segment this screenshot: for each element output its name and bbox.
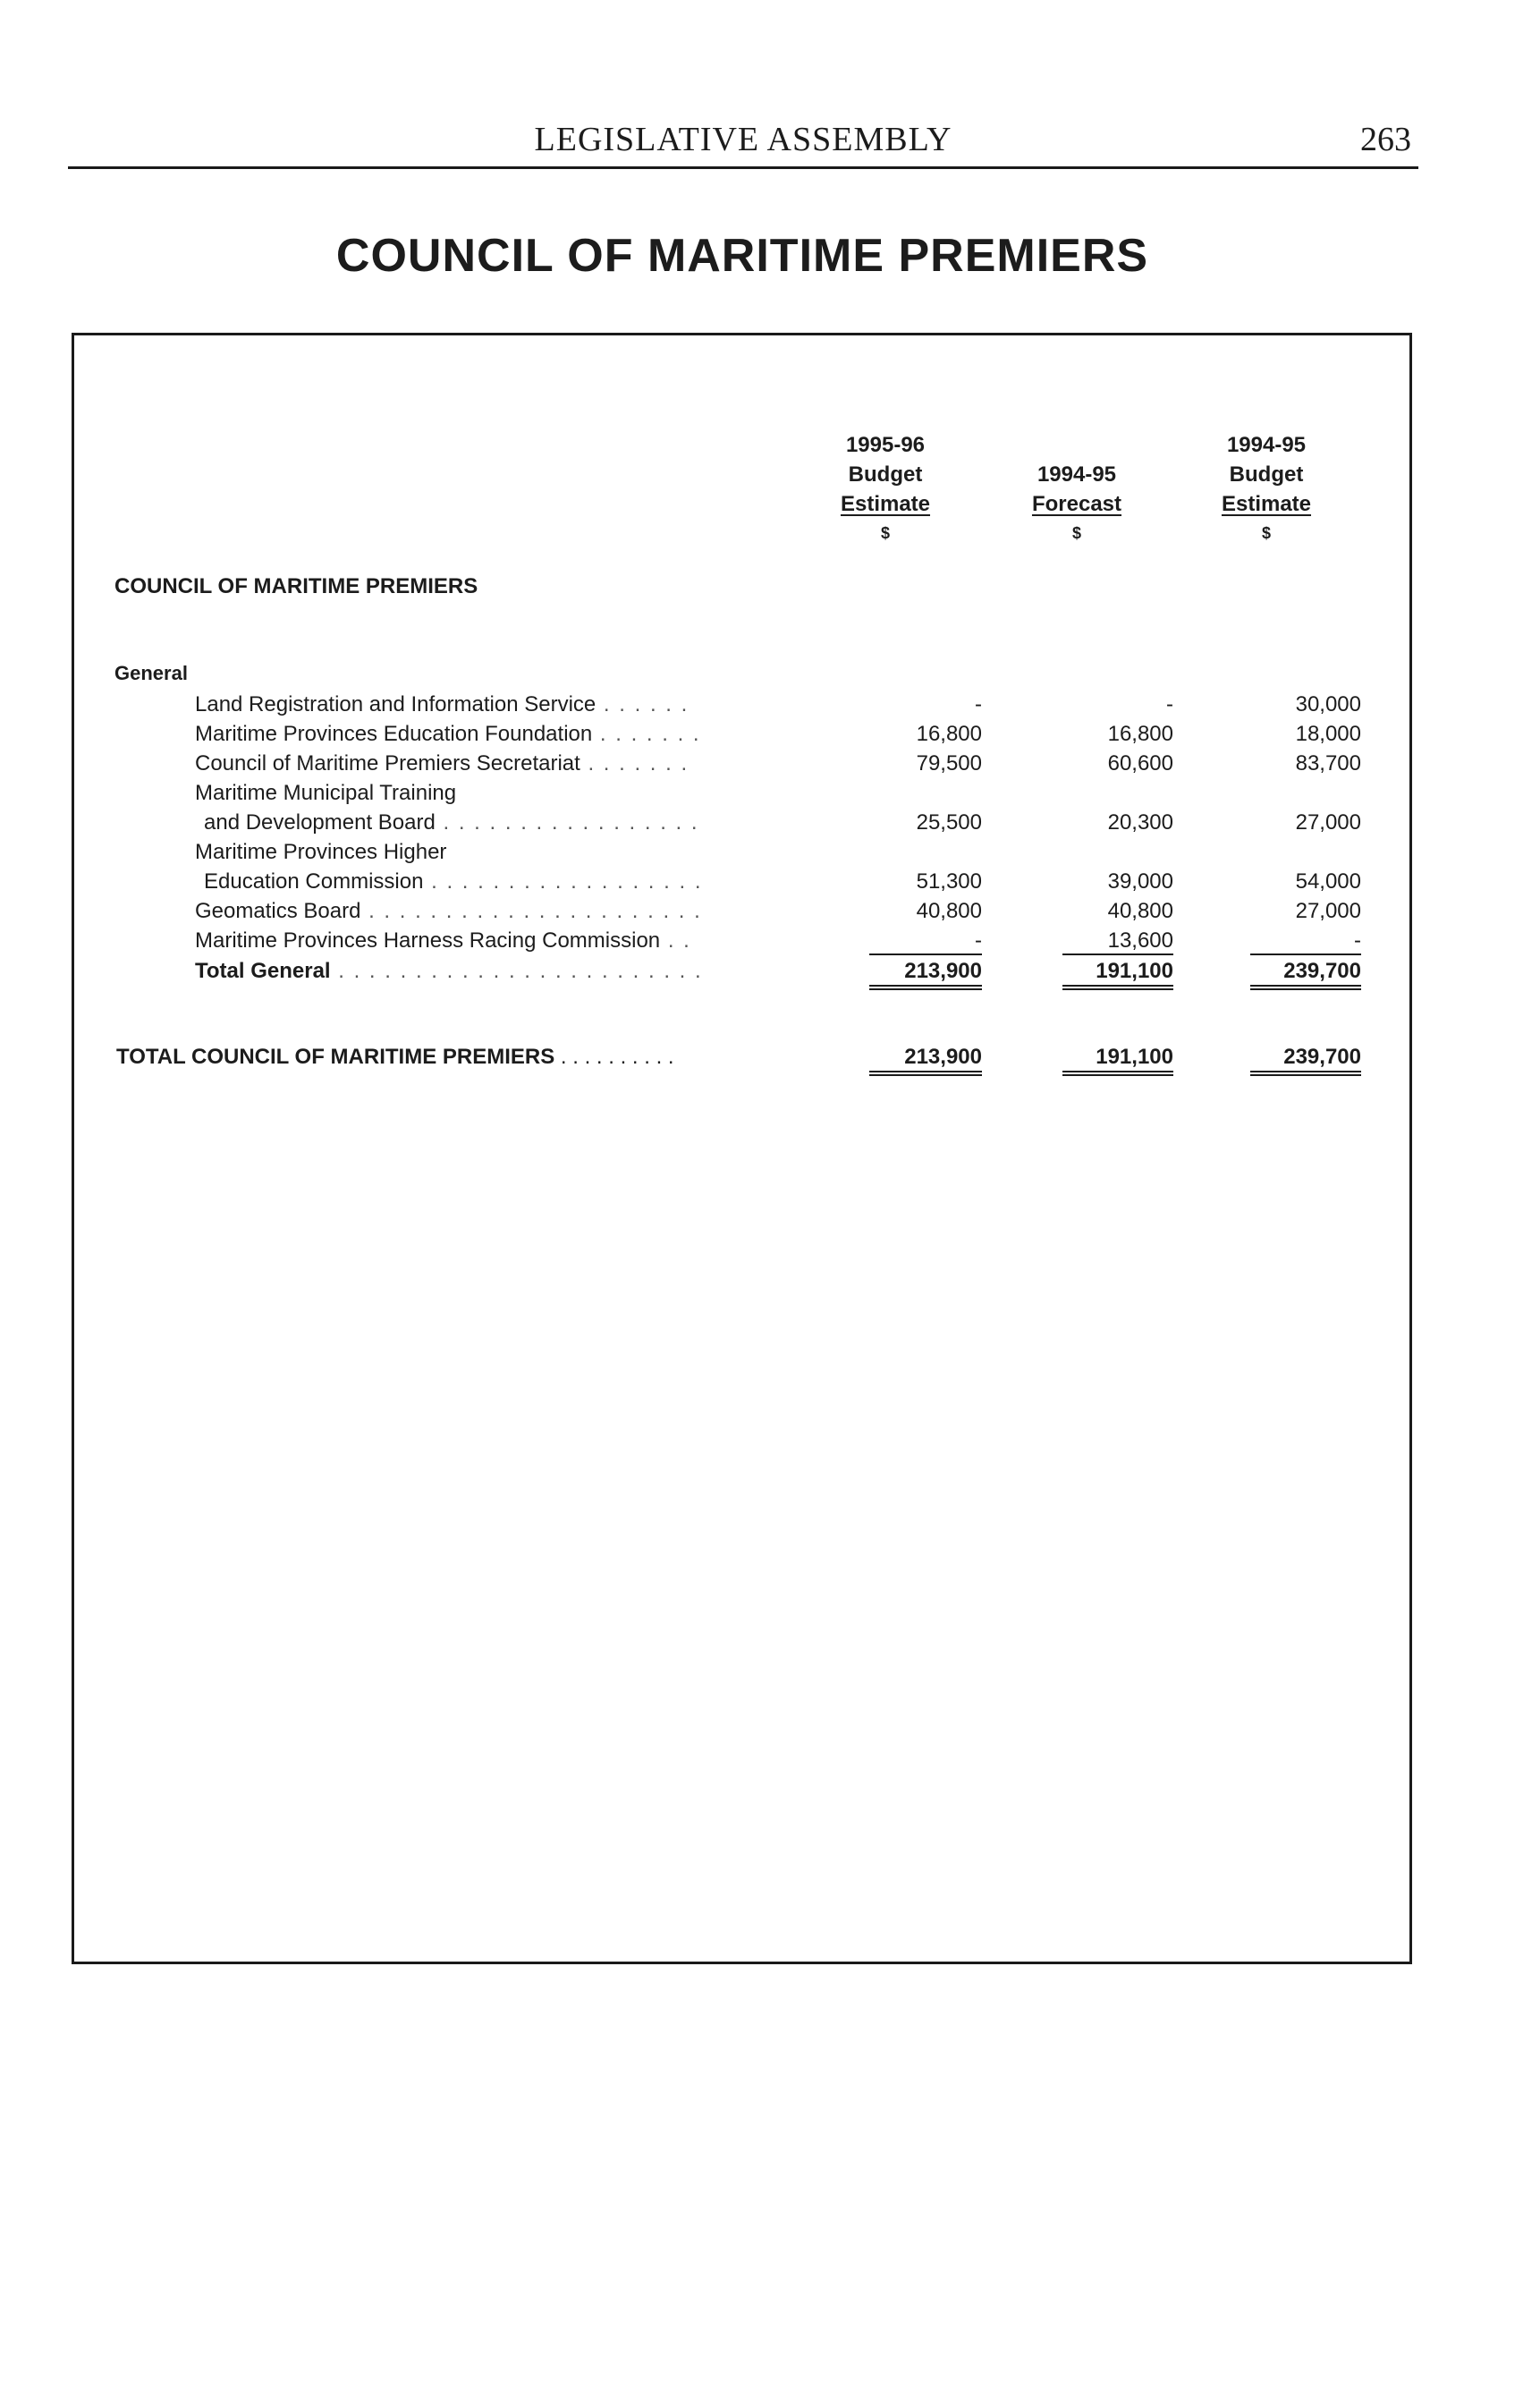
table-cell: 51,300: [916, 869, 982, 894]
column-header-1995-96-budget-estimate: [787, 430, 984, 548]
table-cell: 40,800: [916, 899, 982, 923]
grand-total-cell: 213,900: [904, 1045, 982, 1069]
currency-symbol: $: [1071, 524, 1081, 542]
table-cell: 16,800: [916, 722, 982, 746]
grand-total-label: TOTAL COUNCIL OF MARITIME PREMIERS . . . . . . . . . .: [116, 1045, 674, 1069]
table-cell: 27,000: [1295, 899, 1361, 923]
table-cell: 20,300: [1107, 810, 1173, 835]
table-row-label: Land Registration and Information Service . . . . . .: [195, 692, 690, 716]
table-row-label: Maritime Provinces Higher: [195, 840, 447, 864]
page-title: COUNCIL OF MARITIME PREMIERS: [335, 230, 1149, 282]
table-row-label: Geomatics Board . . . . . . . . . . . . . . . . . . . . . .: [195, 899, 702, 923]
column-header-line: Budget: [1229, 462, 1304, 487]
table-cell: 27,000: [1295, 810, 1361, 835]
column-header-line: Forecast: [1031, 492, 1122, 516]
table-cell: 13,600: [1107, 928, 1173, 953]
table-cell: 30,000: [1295, 692, 1361, 716]
currency-symbol: $: [880, 524, 890, 542]
column-header-line: Estimate: [840, 492, 931, 516]
grand-total-double-rule: [1250, 1071, 1361, 1076]
subtotal-rule: [1062, 953, 1173, 955]
column-header-1994-95-forecast: [978, 430, 1175, 548]
column-header-1994-95-budget-estimate: [1168, 430, 1365, 548]
table-row-label: Maritime Provinces Education Foundation . . . . . . .: [195, 722, 701, 746]
grand-total-double-rule: [1062, 1071, 1173, 1076]
running-header: [68, 114, 1418, 169]
subtotal-cell: 213,900: [904, 959, 982, 983]
subtotal-cell: 191,100: [1096, 959, 1173, 983]
subtotal-rule: [1250, 953, 1361, 955]
table-cell: -: [1166, 692, 1173, 716]
subtotal-label: Total General . . . . . . . . . . . . . . . . . . . . . . . .: [195, 959, 703, 983]
table-cell: 54,000: [1295, 869, 1361, 894]
subtotal-double-rule: [869, 985, 982, 990]
table-row-label: Council of Maritime Premiers Secretariat . . . . . . .: [195, 751, 690, 775]
table-cell: 16,800: [1107, 722, 1173, 746]
column-header-line: 1994-95: [1037, 462, 1117, 487]
table-row-label: and Development Board . . . . . . . . . . . . . . . . .: [204, 810, 699, 835]
column-header-line: 1994-95: [1226, 433, 1307, 457]
column-header-line: 1995-96: [845, 433, 926, 457]
table-cell: -: [975, 692, 982, 716]
column-header-line: Budget: [848, 462, 923, 487]
grand-total-cell: 239,700: [1283, 1045, 1361, 1069]
running-title: LEGISLATIVE ASSEMBLY: [534, 121, 952, 158]
table-cell: 79,500: [916, 751, 982, 775]
subtotal-rule: [869, 953, 982, 955]
table-cell: 40,800: [1107, 899, 1173, 923]
page-number: 263: [1360, 121, 1411, 158]
table-row-label: Maritime Provinces Harness Racing Commission . .: [195, 928, 691, 953]
section-heading: General: [114, 662, 188, 684]
subtotal-double-rule: [1250, 985, 1361, 990]
table-cell: 25,500: [916, 810, 982, 835]
table-row-label: Maritime Municipal Training: [195, 781, 457, 805]
table-cell: -: [1354, 928, 1361, 953]
table-cell: 39,000: [1107, 869, 1173, 894]
table-cell: 18,000: [1295, 722, 1361, 746]
currency-symbol: $: [1261, 524, 1271, 542]
column-header-line: Estimate: [1221, 492, 1312, 516]
department-heading: COUNCIL OF MARITIME PREMIERS: [114, 574, 478, 598]
grand-total-cell: 191,100: [1096, 1045, 1173, 1069]
grand-total-double-rule: [869, 1071, 982, 1076]
column-header-line: [978, 430, 1175, 460]
table-row-label: Education Commission . . . . . . . . . . . . . . . . . .: [204, 869, 703, 894]
table-cell: 83,700: [1295, 751, 1361, 775]
subtotal-cell: 239,700: [1283, 959, 1361, 983]
table-cell: 60,600: [1107, 751, 1173, 775]
subtotal-double-rule: [1062, 985, 1173, 990]
table-cell: -: [975, 928, 982, 953]
